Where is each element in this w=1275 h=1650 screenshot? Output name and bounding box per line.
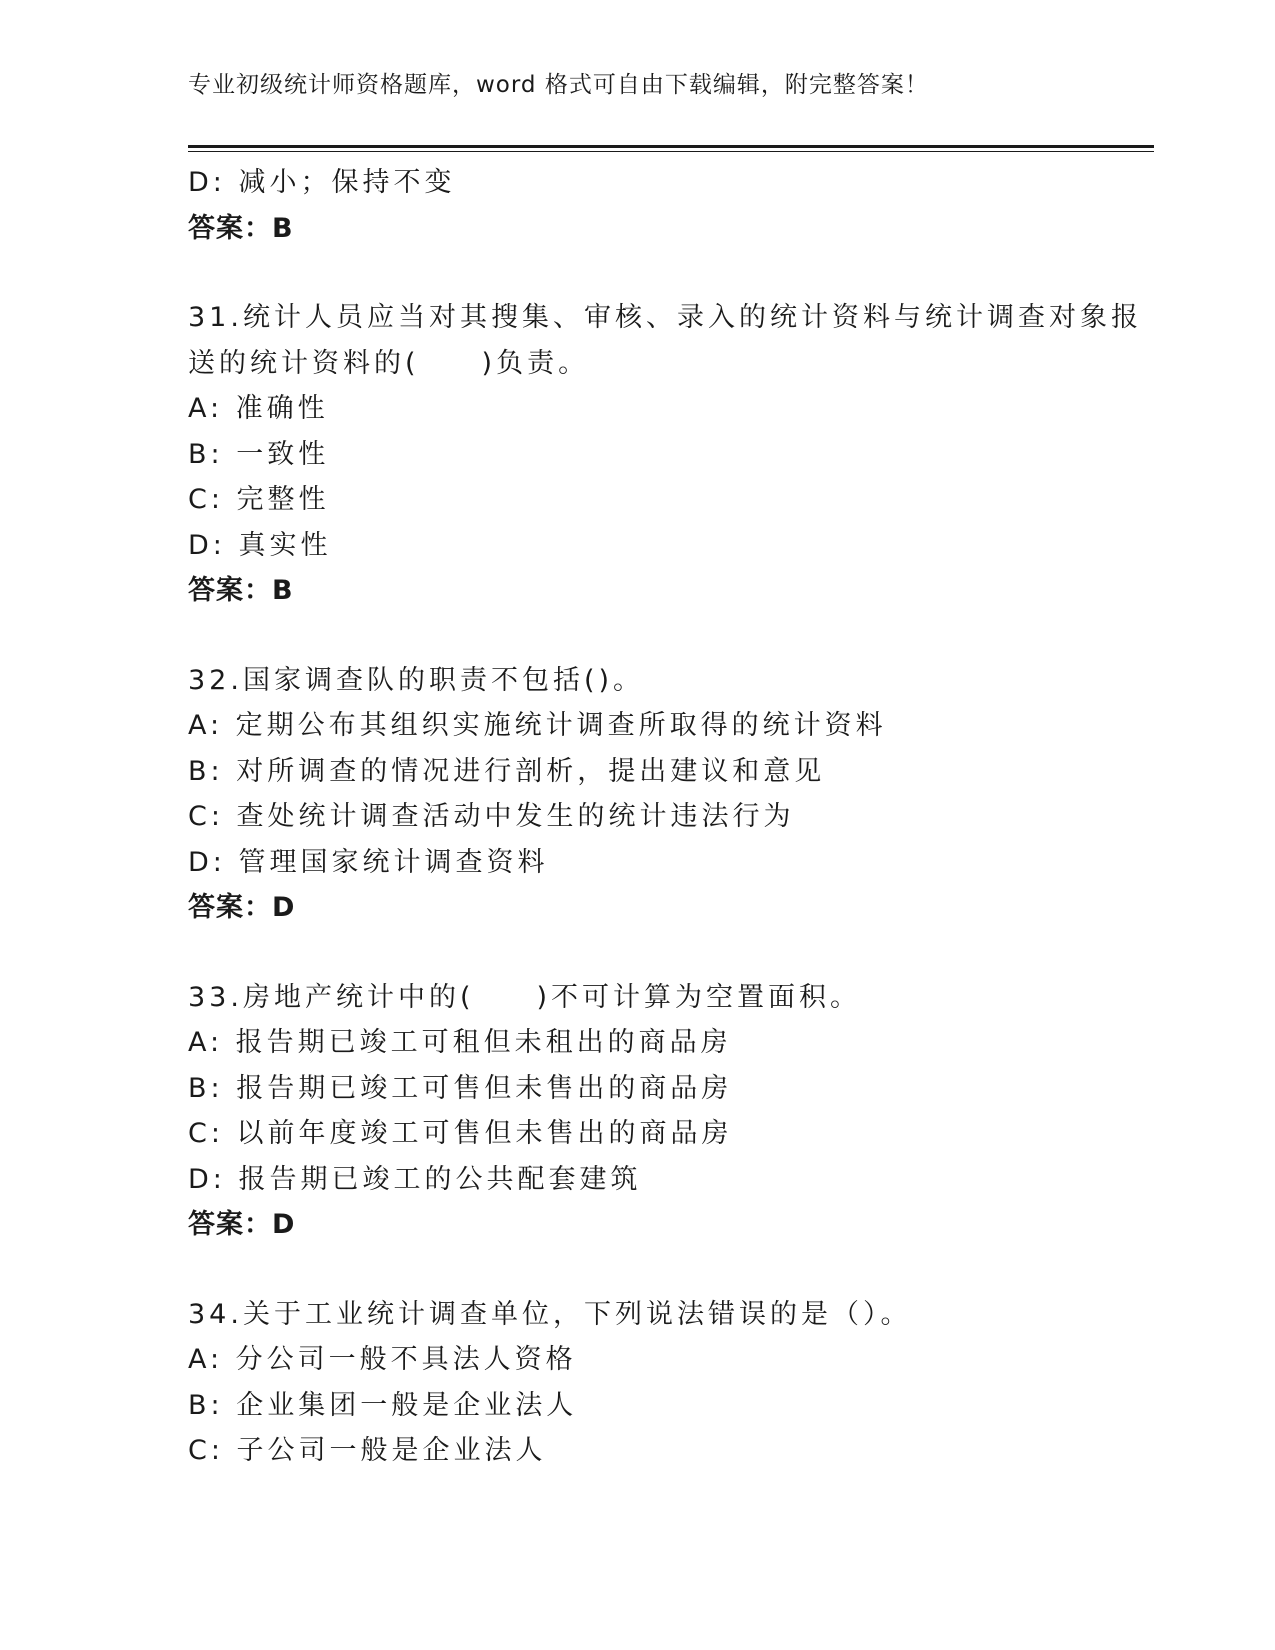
- option-a: A: 准确性: [188, 393, 329, 424]
- option-b: B: 对所调查的情况进行剖析，提出建议和意见: [188, 755, 826, 787]
- option-a: A: 分公司一般不具法人资格: [188, 1344, 577, 1375]
- question-stem: 32.国家调查队的职责不包括()。: [188, 664, 645, 696]
- option-c: C: 完整性: [188, 484, 330, 515]
- question-33: [188, 975, 1088, 1248]
- question-34: [188, 1292, 1088, 1474]
- option-b: B: 一致性: [188, 438, 330, 470]
- option-c: C: 以前年度竣工可售但未售出的商品房: [188, 1118, 733, 1149]
- answer: 答案：D: [188, 1209, 296, 1240]
- header-divider-thick: [188, 145, 1154, 148]
- question-32: [188, 658, 1088, 931]
- question-30-tail: [188, 160, 1088, 251]
- option-d: D: 报告期已竣工的公共配套建筑: [188, 1163, 642, 1195]
- option-d: D: 真实性: [188, 529, 332, 561]
- page-header: 专业初级统计师资格题库，word 格式可自由下载编辑，附完整答案！: [188, 72, 929, 98]
- question-stem: 送的统计资料的( )负责。: [188, 347, 590, 379]
- header-divider-thin: [188, 151, 1154, 152]
- question-stem: 33.房地产统计中的( )不可计算为空置面积。: [188, 981, 862, 1013]
- option-d: D: 减小；保持不变: [188, 167, 456, 198]
- answer: 答案：D: [188, 892, 296, 923]
- answer: 答案：B: [188, 575, 294, 606]
- header-divider: [188, 145, 1154, 153]
- question-list: [188, 160, 1142, 1474]
- option-c: C: 查处统计调查活动中发生的统计违法行为: [188, 801, 795, 832]
- question-stem: 34.关于工业统计调查单位，下列说法错误的是（）。: [188, 1298, 912, 1330]
- option-b: B: 企业集团一般是企业法人: [188, 1389, 578, 1421]
- option-a: A: 报告期已竣工可租但未租出的商品房: [188, 1027, 732, 1058]
- question-31: [188, 295, 1142, 614]
- answer: 答案：B: [188, 212, 294, 244]
- option-b: B: 报告期已竣工可售但未售出的商品房: [188, 1072, 733, 1104]
- option-c: C: 子公司一般是企业法人: [188, 1435, 547, 1466]
- option-d: D: 管理国家统计调查资料: [188, 846, 549, 878]
- option-a: A: 定期公布其组织实施统计调查所取得的统计资料: [188, 710, 887, 741]
- question-stem: 31.统计人员应当对其搜集、审核、录入的统计资料与统计调查对象报: [188, 302, 1142, 333]
